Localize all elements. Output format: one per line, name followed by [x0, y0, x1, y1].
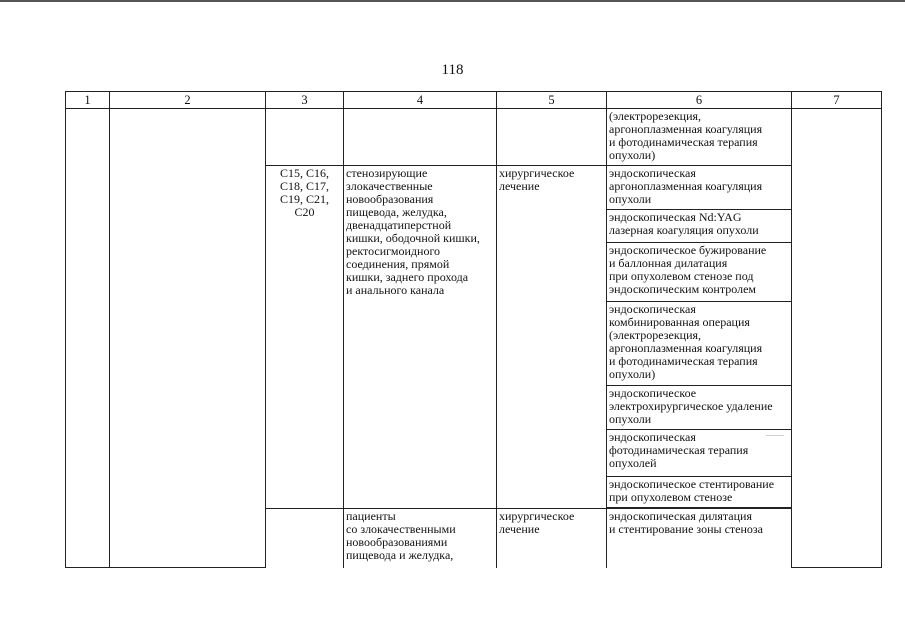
treatment-type: хирургическое лечение [497, 509, 607, 568]
page-number: 118 [441, 62, 464, 78]
header-col-7: 7 [792, 92, 882, 109]
method-item: эндоскопическое электрохирургическое удаление опухоли [607, 386, 792, 430]
header-col-3: 3 [266, 92, 344, 109]
codes-cell-empty [266, 109, 344, 166]
method-item: эндоскопическая Nd:YAG лазерная коагуляция опухоли [607, 210, 792, 243]
table-row-continuation [66, 109, 882, 166]
method-item: эндоскопическое стентирование при опухолевом стенозе [607, 477, 792, 508]
col2-cell [110, 109, 266, 568]
condition-description: стенозирующие злокачественные новообразования пищевода, желудка, двенадцатиперстной кишки, ободочной кишки, ректосигмоидного соединения, прямой кишки, заднего прохода и анального канала [344, 166, 497, 509]
method-continuation: (электрорезекция, аргоноплазменная коагуляция и фотодинамическая терапия опухоли) [607, 109, 792, 166]
diagnosis-codes: C15, C16, C18, C17, C19, C21, C20 [266, 166, 344, 509]
header-col-5: 5 [497, 92, 607, 109]
treatment-cell-empty [497, 109, 607, 166]
codes-cell-empty [266, 509, 344, 568]
col1-cell [66, 109, 110, 568]
condition-cell-empty [344, 109, 497, 166]
treatment-type: хирургическое лечение [497, 166, 607, 509]
method-item: эндоскопическая аргоноплазменная коагуляция опухоли [607, 166, 792, 210]
header-col-1: 1 [66, 92, 110, 109]
scan-mark [766, 435, 784, 436]
method-item: эндоскопическая комбинированная операция (электрорезекция, аргоноплазменная коагуляция и фотодинамическая терапия опухоли) [607, 302, 792, 386]
header-col-4: 4 [344, 92, 497, 109]
top-rule [0, 0, 905, 2]
method-item: эндоскопическое бужирование и баллонная дилатация при опухолевом стенозе под эндоскопическим контролем [607, 243, 792, 302]
medical-care-table [65, 91, 882, 568]
header-col-2: 2 [110, 92, 266, 109]
header-row [66, 92, 882, 109]
condition-description: пациенты со злокачественными новообразованиями пищевода и желудка, [344, 509, 497, 568]
col7-cell [792, 109, 882, 568]
method-item: эндоскопическая фотодинамическая терапия опухолей [607, 430, 792, 477]
method-item: эндоскопическая дилятация и стентирование зоны стеноза [607, 509, 792, 568]
header-col-6: 6 [607, 92, 792, 109]
